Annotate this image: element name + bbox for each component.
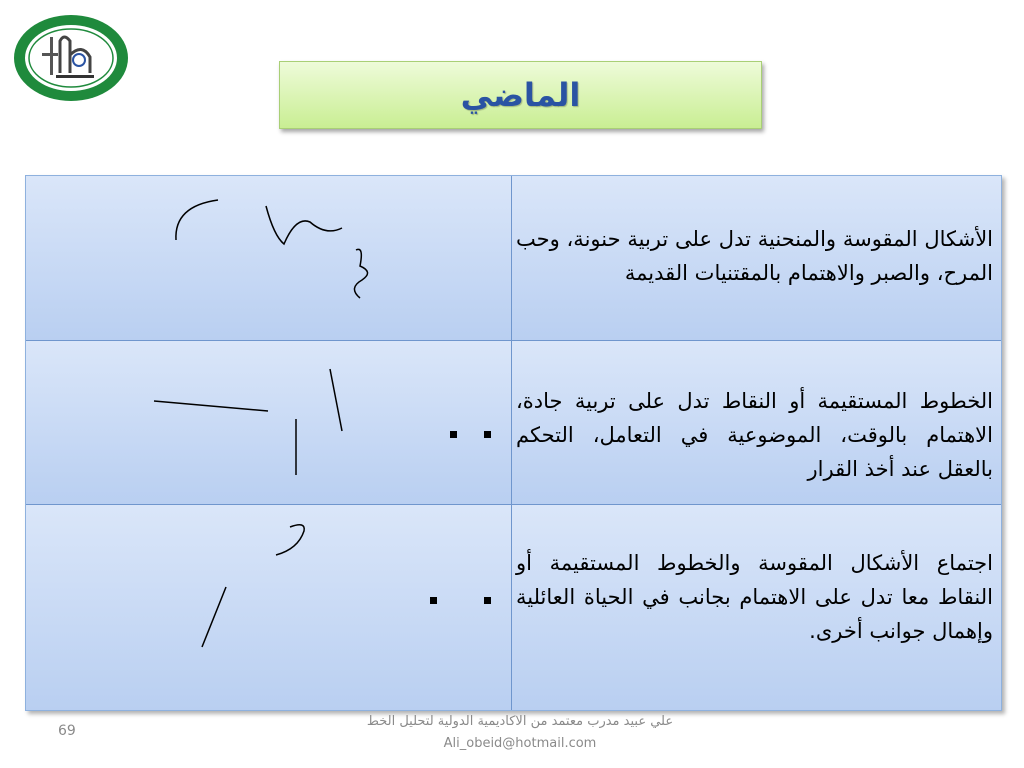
footer-credit: علي عبيد مدرب معتمد من الاكاديمية الدولية لتحليل الخط — [366, 714, 674, 729]
academy-logo — [12, 13, 130, 103]
title-banner — [279, 61, 762, 129]
content-table — [25, 175, 1002, 711]
slide-title: الماضي — [460, 76, 581, 114]
straight-lines-dots-drawing — [26, 341, 511, 504]
page-number: 69 — [58, 723, 76, 739]
mixed-strokes-dots-drawing — [26, 505, 511, 710]
column-divider — [511, 176, 512, 710]
table-row-1 — [26, 176, 1001, 340]
curved-strokes-drawing — [26, 176, 511, 340]
row-1-text: الأشكال المقوسة والمنحنية تدل على تربية حنونة، وحب المرح، والصبر والاهتمام بالمقتنيات القديمة — [516, 227, 993, 285]
table-row-2 — [26, 341, 1001, 504]
footer-email: Ali_obeid@hotmail.com — [443, 736, 597, 751]
row-3-text: اجتماع الأشكال المقوسة والخطوط المستقيمة أو النقاط معا تدل على الاهتمام بجانب في الحياة العائلية وإهمال جوانب أخرى. — [516, 551, 993, 643]
table-row-3 — [26, 505, 1001, 710]
row-2-text: الخطوط المستقيمة أو النقاط تدل على تربية جادة، الاهتمام بالوقت، الموضوعية في التعامل، التحكم بالعقل عند أخذ القرار — [516, 389, 993, 481]
